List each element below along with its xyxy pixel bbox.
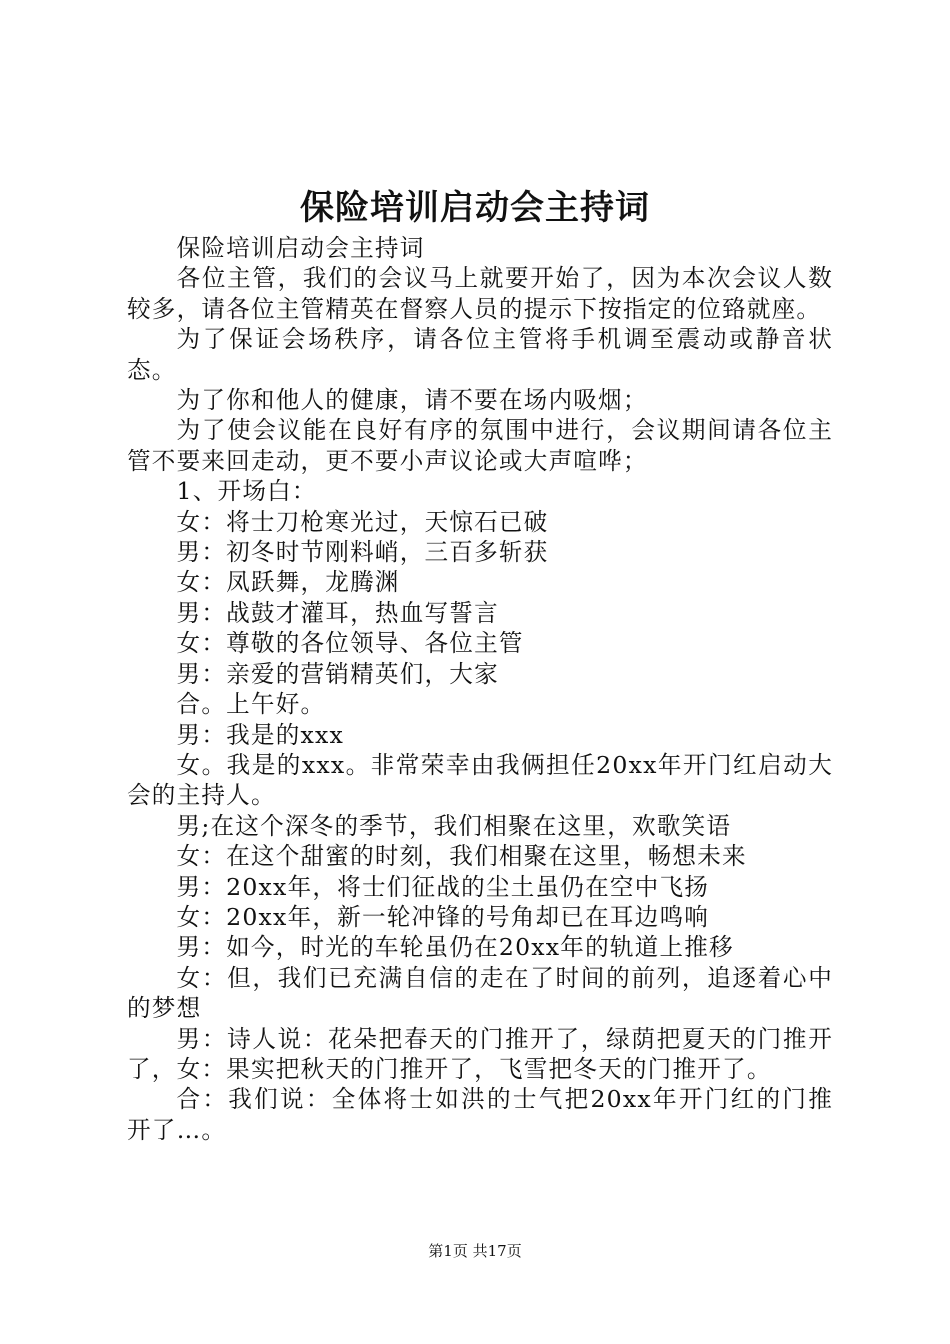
document-body [127, 233, 833, 1145]
paragraph: 女：20xx年，新一轮冲锋的号角却已在耳边鸣响 [176, 902, 710, 931]
paragraph: 男：亲爱的营销精英们，大家 [176, 659, 499, 688]
paragraph: 男;在这个深冬的季节，我们相聚在这里，欢歌笑语 [176, 811, 732, 840]
paragraph: 合。上午好。 [176, 690, 326, 719]
paragraph: 1、开场白： [176, 477, 317, 506]
paragraph: 女：凤跃舞，龙腾渊 [176, 568, 400, 597]
paragraph: 女：但，我们已充满自信的走在了时间的前列，追逐着心中的梦想 [127, 963, 833, 1023]
paragraph: 为了使会议能在良好有序的氛围中进行，会议期间请各位主管不要来回走动，更不要小声议论或大声喧哗； [127, 416, 833, 475]
paragraph: 为了你和他人的健康，请不要在场内吸烟； [176, 386, 648, 415]
paragraph: 男：20xx年，将士们征战的尘土虽仍在空中飞扬 [176, 872, 710, 901]
page-footer: 第1页 共17页 [428, 1242, 522, 1260]
paragraph: 保险培训启动会主持词 [176, 234, 425, 262]
paragraph: 各位主管，我们的会议马上就要开始了，因为本次会议人数较多，请各位主管精英在督察人员的提示下按指定的位臵就座。 [127, 264, 833, 323]
paragraph: 女。我是的xxx。非常荣幸由我俩担任20xx年开门红启动大会的主持人。 [127, 750, 833, 810]
paragraph: 为了保证会场秩序，请各位主管将手机调至震动或静音状态。 [127, 325, 833, 384]
paragraph: 女：在这个甜蜜的时刻，我们相聚在这里，畅想未来 [176, 842, 747, 871]
paragraph: 女：将士刀枪寒光过，天惊石已破 [176, 507, 549, 536]
paragraph: 合：我们说：全体将士如洪的士气把20xx年开门红的门推开了…。 [127, 1085, 833, 1144]
document-title: 保险培训启动会主持词 [300, 188, 650, 228]
paragraph: 男：初冬时节刚料峭，三百多斩获 [176, 538, 549, 567]
paragraph: 男：如今，时光的车轮虽仍在20xx年的轨道上推移 [176, 933, 734, 962]
paragraph: 男：我是的xxx [176, 720, 345, 749]
paragraph: 男：诗人说：花朵把春天的门推开了，绿荫把夏天的门推开了，女：果实把秋天的门推开了，飞雪把冬天的门推开了。 [127, 1024, 833, 1083]
paragraph: 男：战鼓才灌耳，热血写誓言 [176, 598, 499, 627]
paragraph: 女：尊敬的各位领导、各位主管 [176, 629, 524, 658]
